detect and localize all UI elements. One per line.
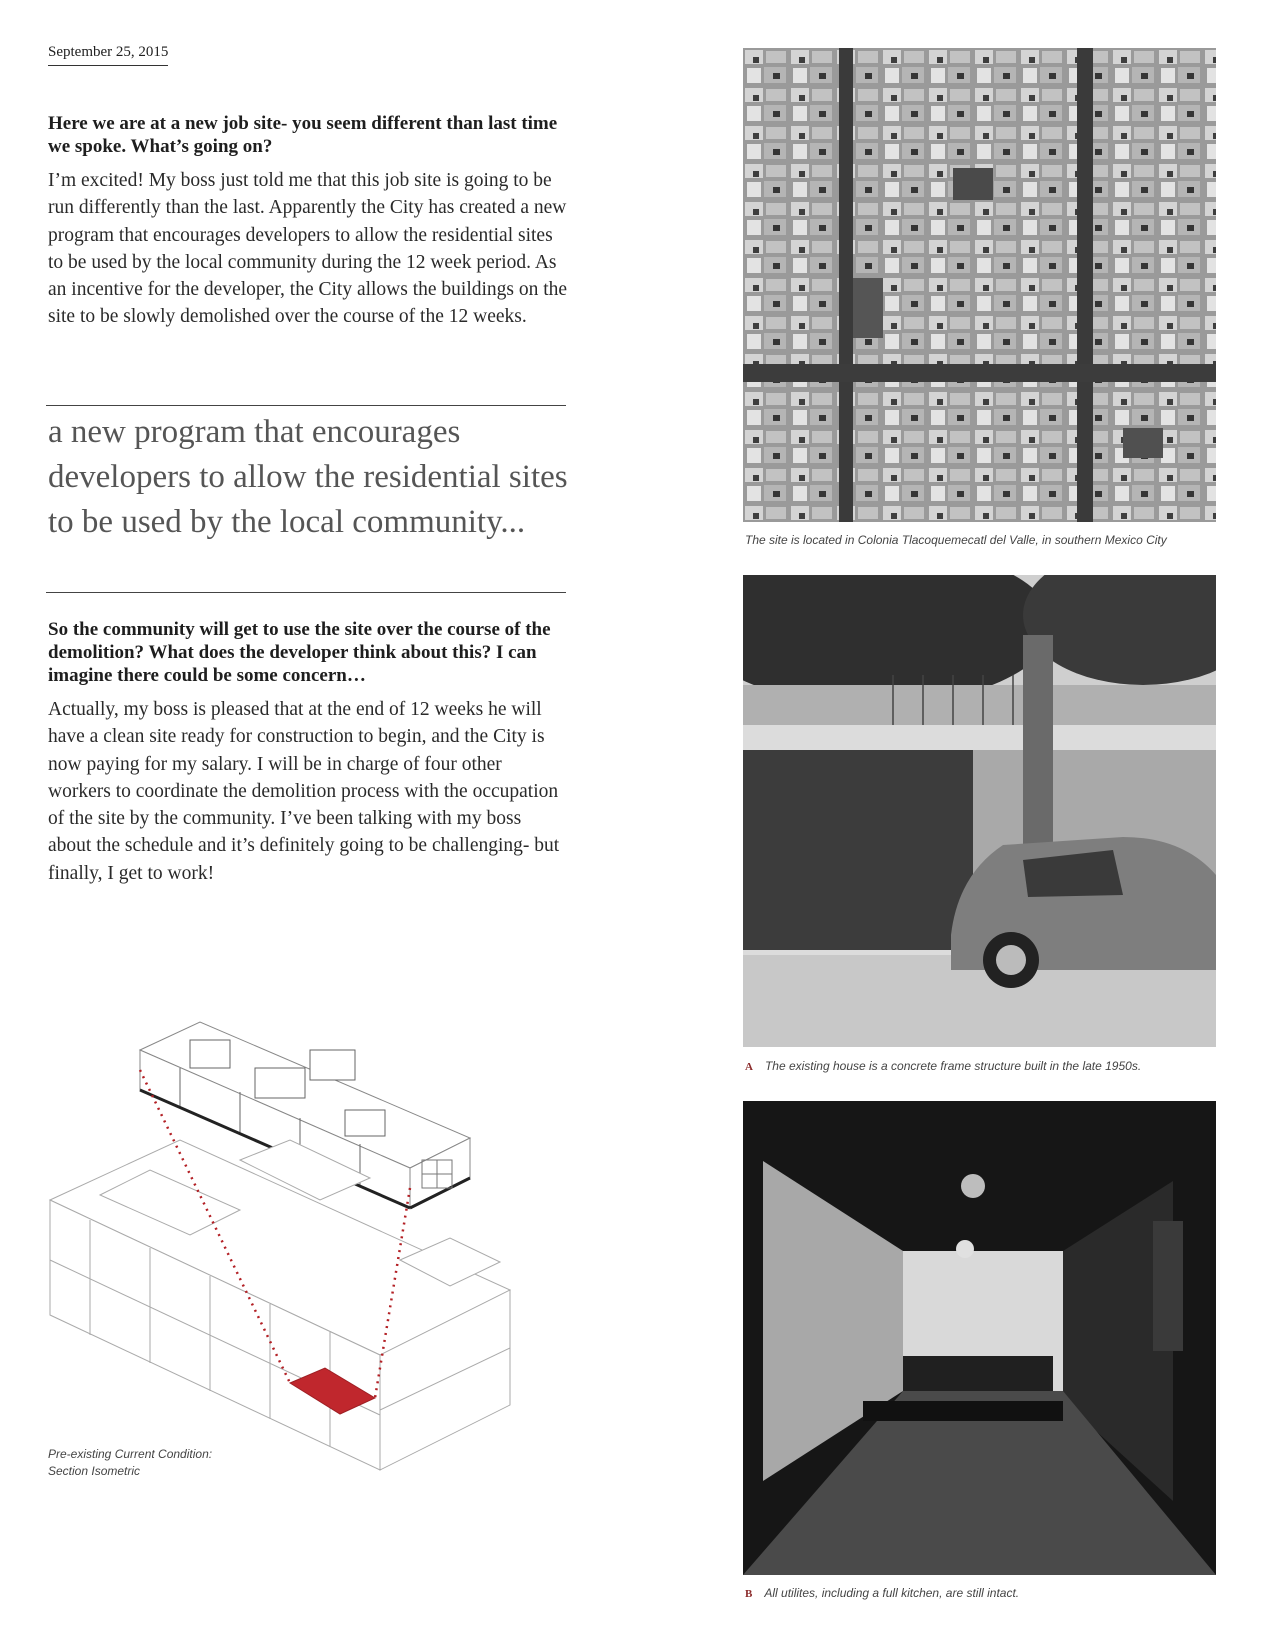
- diagram-caption: Pre-existing Current Condition: Section Isometric: [48, 1447, 213, 1478]
- interview-block-1: [48, 112, 568, 331]
- answer-2: Actually, my boss is pleased that at the end of 12 weeks he will have a clean site ready for construction to begin, and the City is now paying for my salary. I will be in charge of four other workers to coordinate the demolition process with the occupation of the site by the community. I’ve been talking with my boss about the schedule and it’s definitely going to be challenging- but finally, I get to work!: [48, 699, 560, 884]
- pull-quote: a new program that encourages developers to allow the residential sites to be used by the local community...: [48, 414, 568, 540]
- kitchen-caption: B All utilites, including a full kitchen, are still intact.: [745, 1586, 1020, 1600]
- street-photo: [743, 575, 1216, 1047]
- date-line: September 25, 2015: [48, 44, 168, 66]
- aerial-photo: [743, 48, 1216, 522]
- answer-1: I’m excited! My boss just told me that this job site is going to be run differently than the last. Apparently the City has created a new program that encourages developers to allow the residential sites to be used by the local community during the 12 week period. As an incentive for the developer, the City allows the buildings on the site to be slowly demolished over the course of the 12 weeks.: [48, 170, 568, 328]
- question-1: Here we are at a new job site- you seem different than last time we spoke. What’s going on?: [48, 113, 558, 157]
- divider-bottom: [46, 592, 566, 593]
- aerial-caption: The site is located in Colonia Tlacoquemecatl del Valle, in southern Mexico City: [745, 533, 1167, 547]
- question-2: So the community will get to use the site over the course of the demolition? What does the developer think about this? I can imagine there could be some concern…: [48, 619, 551, 686]
- section-isometric-diagram: [40, 1010, 580, 1510]
- divider-top: [46, 405, 566, 406]
- street-caption: A The existing house is a concrete frame structure built in the late 1950s.: [745, 1059, 1142, 1073]
- kitchen-photo: [743, 1101, 1216, 1575]
- interview-block-2: [48, 618, 568, 887]
